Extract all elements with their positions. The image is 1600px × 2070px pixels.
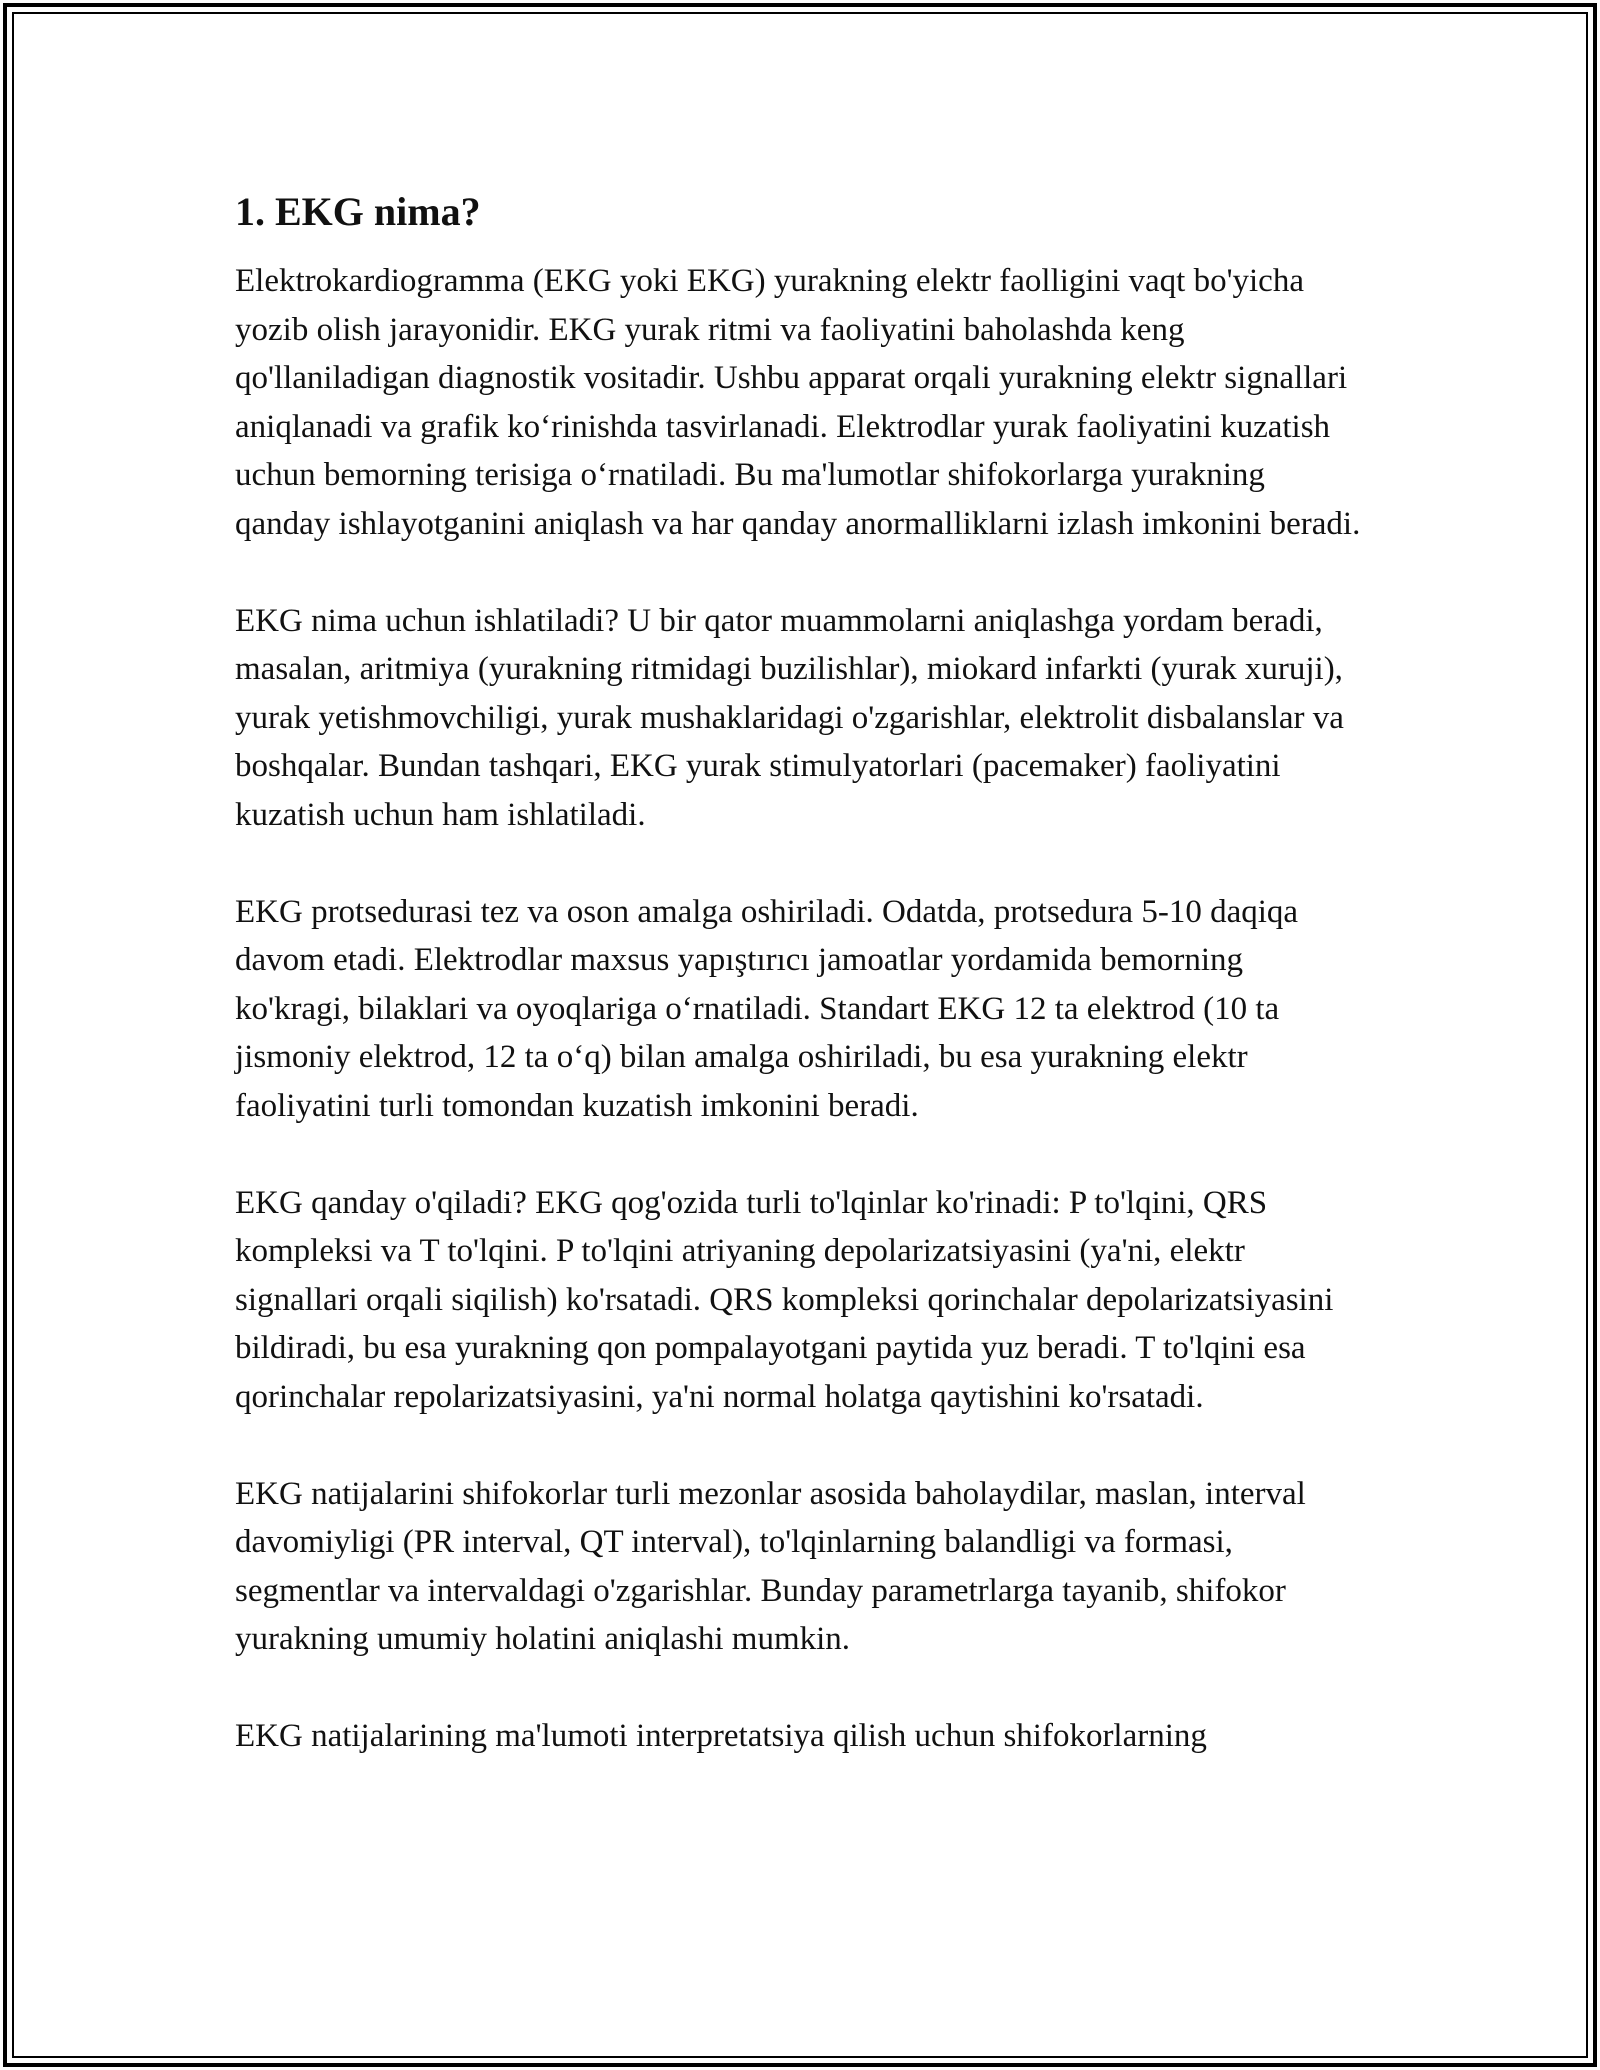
document-body — [235, 185, 1365, 1761]
section-heading: 1. EKG nima? — [235, 189, 481, 234]
paragraph-intro: Elektrokardiogramma (EKG yoki EKG) yurakning elektr faolligini vaqt bo'yicha yozib olish jarayonidir. EKG yurak ritmi va faoliyatini baholashda keng qo'llaniladigan diagnostik vositadir. Ushbu apparat orqali yurakning elektr signallari aniqlanadi va grafik ko‘rinishda tasvirlanadi. Elektrodlar yurak faoliyatini kuzatish uchun bemorning terisiga o‘rnatiladi. Bu ma'lumotlar shifokorlarga yurakning qanday ishlayotganini aniqlash va har qanday anormalliklarni izlash imkonini beradi. — [235, 263, 1361, 542]
paragraph-procedure: EKG protsedurasi tez va oson amalga oshiriladi. Odatda, protsedura 5-10 daqiqa davom etadi. Elektrodlar maxsus yapıştırıcı jamoatlar yordamida bemorning ko'kragi, bilaklari va oyoqlariga o‘rnatiladi. Standart EKG 12 ta elektrod (10 ta jismoniy elektrod, 12 ta o‘q) bilan amalga oshiriladi, bu esa yurakning elektr faoliyatini turli tomondan kuzatish imkonini beradi. — [235, 893, 1299, 1124]
paragraph-evaluation: EKG natijalarini shifokorlar turli mezonlar asosida baholaydilar, maslan, interval davomiyligi (PR interval, QT interval), to'lqinlarning balandligi va formasi, segmentlar va intervaldagi o'zgarishlar. Bunday parametrlarga tayanib, shifokor yurakning umumiy holatini aniqlashi mumkin. — [235, 1475, 1306, 1657]
paragraph-interpretation: EKG natijalarining ma'lumoti interpretatsiya qilish uchun shifokorlarning — [235, 1718, 1207, 1754]
paragraph-reading: EKG qanday o'qiladi? EKG qog'ozida turli to'lqinlar ko'rinadi: P to'lqini, QRS kompleksi va T to'lqini. P to'lqini atriyaning depolarizatsiyasini (ya'ni, elektr signallari orqali siqilish) ko'rsatadi. QRS kompleksi qorinchalar depolarizatsiyasini bildiradi, bu esa yurakning qon pompalayotgani paytida yuz beradi. T to'lqini esa qorinchalar repolarizatsiyasini, ya'ni normal holatga qaytishini ko'rsatadi. — [235, 1184, 1334, 1415]
paragraph-uses: EKG nima uchun ishlatiladi? U bir qator muammolarni aniqlashga yordam beradi, masalan, aritmiya (yurakning ritmidagi buzilishlar), miokard infarkti (yurak xuruji), yurak yetishmovchiligi, yurak mushaklaridagi o'zgarishlar, elektrolit disbalanslar va boshqalar. Bundan tashqari, EKG yurak stimulyatorlari (pacemaker) faoliyatini kuzatish uchun ham ishlatiladi. — [235, 602, 1344, 833]
